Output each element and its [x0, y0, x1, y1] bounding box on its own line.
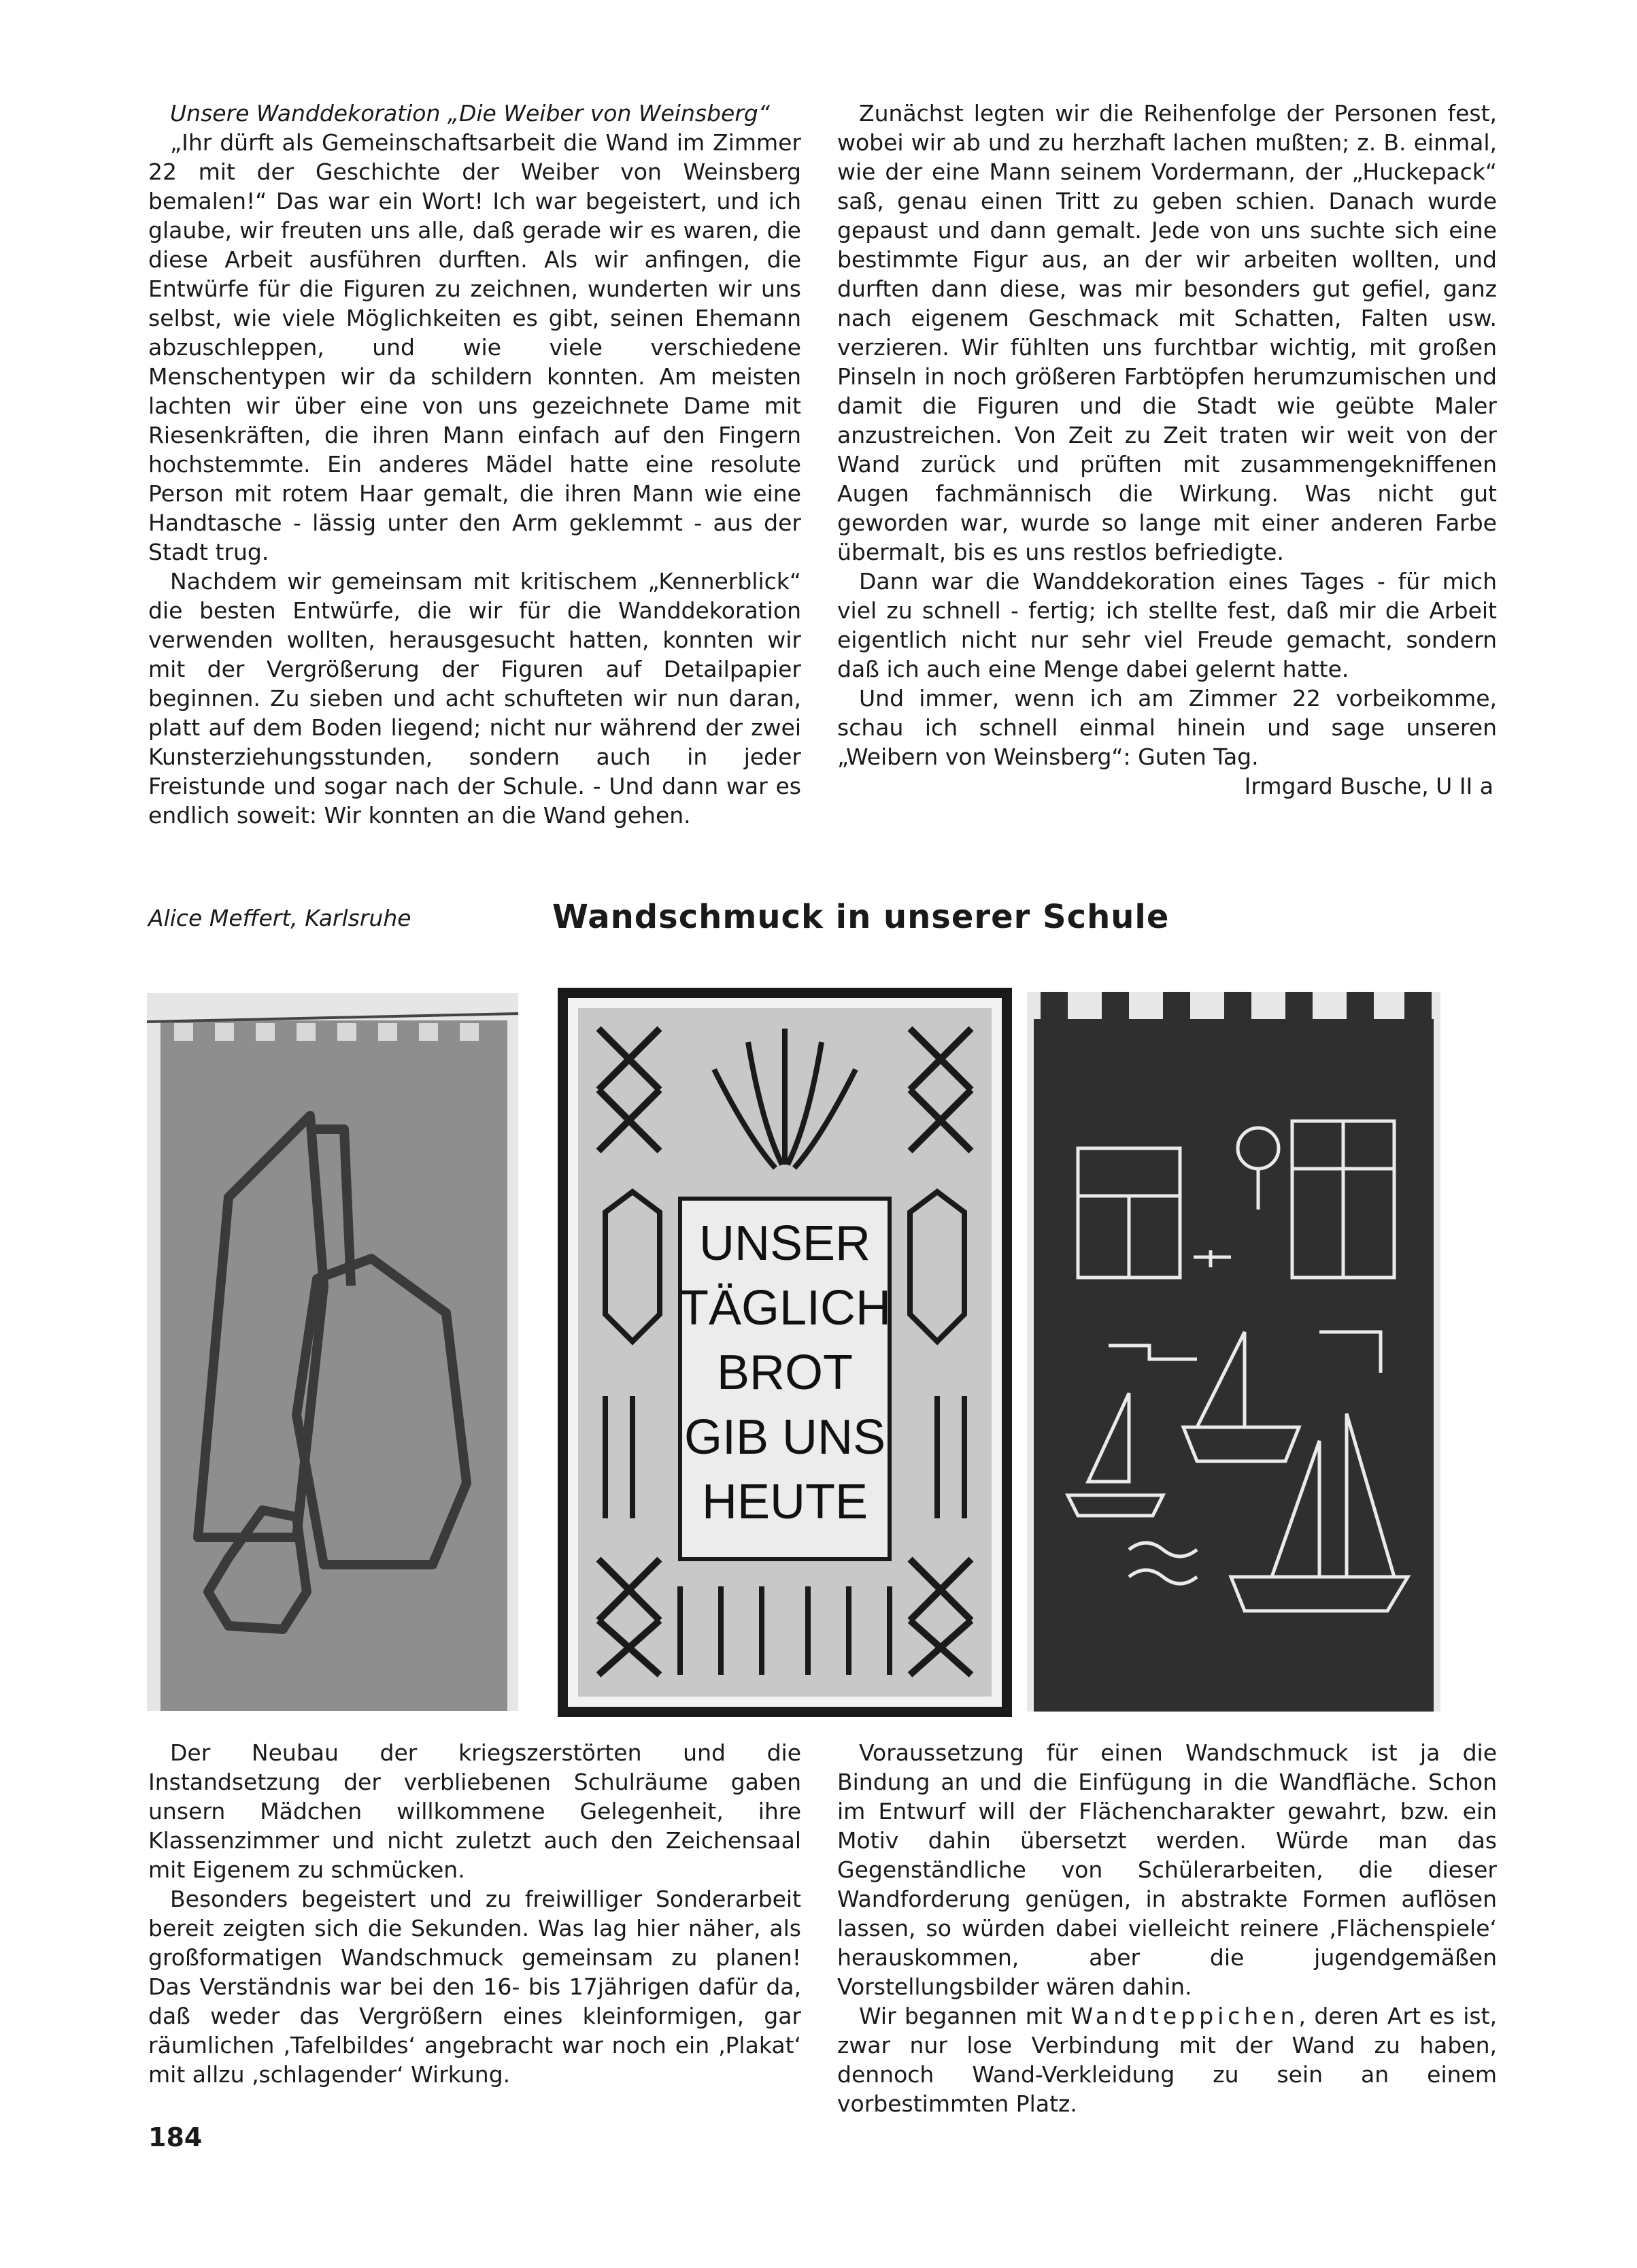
article-top-heading: Unsere Wanddekoration „Die Weiber von Weinsberg“: [170, 100, 770, 127]
paragraph-4-start: Wir begannen mit: [859, 2003, 1063, 2029]
photo-abstract-tapestry: [147, 993, 518, 1711]
article-top-left-column: [148, 99, 801, 830]
article-top-paragraph-2: Nachdem wir gemeinsam mit kritischem „Kennerblick“ die besten Entwürfe, die wir für die Wanddekoration verwenden wollten, herausgesucht hatten, konnten wir mit der Vergrößerung der Figuren auf Detailpapier beginnen. Zu sieben und acht schufteten wir nun daran, platt auf dem Boden liegend; nicht nur während der zwei Kunsterziehungsstunden, sondern auch in jeder Freistunde und sogar nach der Schule. - Und dann war es endlich soweit: Wir konnten an die Wand gehen.: [148, 568, 801, 829]
article-bottom-paragraph-2: Besonders begeistert und zu freiwilliger Sonderarbeit bereit zeigten sich die Sekunden. Was lag hier näher, als großformatigen Wandschmuck gemeinsam zu planen! Das Verständnis war bei den 16- bis 17jährigen dafür da, daß weder das Vergrößern eines kleinformigen, gar räumlichen ‚Tafelbildes‘ angebracht war noch ein ‚Plakat‘ mit allzu ‚schlagender‘ Wirkung.: [148, 1886, 801, 2088]
article-bottom-paragraph-4: [837, 2001, 1497, 2118]
tapestry-text-line-3: BROT: [716, 1346, 854, 1400]
article-bottom-title: Wandschmuck in unserer Schule: [552, 898, 1170, 936]
article-top-paragraph-5: Und immer, wenn ich am Zimmer 22 vorbeikomme, schau ich schnell einmal hinein und sage unseren „Weibern von Weinsberg“: Guten Tag.: [837, 685, 1497, 770]
tapestry-text-line-1: UNSER: [698, 1216, 871, 1271]
photo-bread-tapestry: [558, 988, 1012, 1717]
spaced-word-wandteppichen: Wandteppichen: [1070, 2003, 1299, 2029]
tapestry-text-line-4: GIB UNS: [684, 1410, 886, 1465]
paragraph-4-end: , deren Art es ist, zwar nur lose Verbindung mit der Wand zu haben, dennoch Wand-Verkleidung zu sein an einem vorbestimmten Platz.: [837, 2003, 1497, 2117]
article-bottom-author: Alice Meffert, Karlsruhe: [148, 905, 411, 931]
article-top-paragraph-1: „Ihr dürft als Gemeinschaftsarbeit die Wand im Zimmer 22 mit der Geschichte der Weiber von Weinsberg bemalen!“ Das war ein Wort! Ich war begeistert, und ich glaube, wir freuten uns alle, daß gerade wir es waren, die diese Arbeit ausführen durften. Als wir anfingen, die Entwürfe für die Figuren zu zeichnen, wunderten wir uns selbst, wie viele Möglichkeiten es gibt, seinen Ehemann abzuschleppen, und wie viele verschiedene Menschentypen wir da schildern konnten. Am meisten lachten wir über eine von uns gezeichnete Dame mit Riesenkräften, die ihren Mann einfach auf den Fingern hochstemmte. Ein anderes Mädel hatte eine resolute Person mit rotem Haar gemalt, die ihren Mann wie eine Handtasche - lässig unter den Arm geklemmt - aus der Stadt trug.: [148, 129, 801, 565]
article-top-paragraph-4: Dann war die Wanddekoration eines Tages - für mich viel zu schnell - fertig; ich stellte fest, daß mir die Arbeit eigentlich nicht nur sehr viel Freude gemacht, sondern daß ich auch eine Menge dabei gelernt hatte.: [837, 568, 1497, 682]
page-number: 184: [148, 2122, 203, 2152]
article-bottom-paragraph-3: Voraussetzung für einen Wandschmuck ist ja die Bindung an und die Einfügung in die Wandfläche. Schon im Entwurf will der Flächencharakter gewahrt, bzw. ein Motiv dahin übersetzt werden. Würde man das Gegenständliche von Schülerarbeiten, die dieser Wandforderung genügen, in abstrakte Formen auflösen lassen, so würden dabei vielleicht reinere ‚Flächenspiele‘ herauskommen, aber die jugendgemäßen Vorstellungsbilder wären dahin.: [837, 1739, 1497, 2000]
article-bottom-paragraph-1: Der Neubau der kriegszerstörten und die Instandsetzung der verbliebenen Schulräume gaben unsern Mädchen willkommene Gelegenheit, ihre Klassenzimmer und nicht zuletzt auch den Zeichensaal mit Eigenem zu schmücken.: [148, 1739, 801, 1883]
photo-harbor-tapestry: [1027, 992, 1440, 1712]
tapestry-text-line-2: TÄGLICH: [678, 1281, 892, 1335]
tapestry-text-line-5: HEUTE: [701, 1475, 868, 1529]
article-top-signature: Irmgard Busche, U II a: [1244, 773, 1493, 799]
article-bottom-left-column: [148, 1738, 801, 2089]
article-top-right-column: [837, 99, 1497, 801]
article-top-paragraph-3: Zunächst legten wir die Reihenfolge der Personen fest, wobei wir ab und zu herzhaft lachen mußten; z. B. einmal, wie der eine Mann seinem Vordermann, der „Huckepack“ saß, genau einen Tritt zu geben schien. Danach wurde gepaust und dann gemalt. Jede von uns suchte sich eine bestimmte Figur aus, an der wir arbeiten wollten, und durften dann diese, was mir besonders gut gefiel, ganz nach eigenem Geschmack mit Schatten, Falten usw. verzieren. Wir fühlten uns furchtbar wichtig, mit großen Pinseln in noch größeren Farbtöpfen herumzumischen und damit die Figuren und die Stadt wie geübte Maler anzustreichen. Von Zeit zu Zeit traten wir weit von der Wand zurück und prüften mit zusammengekniffenen Augen fachmännisch die Wirkung. Was nicht gut geworden war, wurde so lange mit einer anderen Farbe übermalt, bis es uns restlos befriedigte.: [837, 100, 1497, 565]
article-bottom-right-column: [837, 1738, 1497, 2118]
